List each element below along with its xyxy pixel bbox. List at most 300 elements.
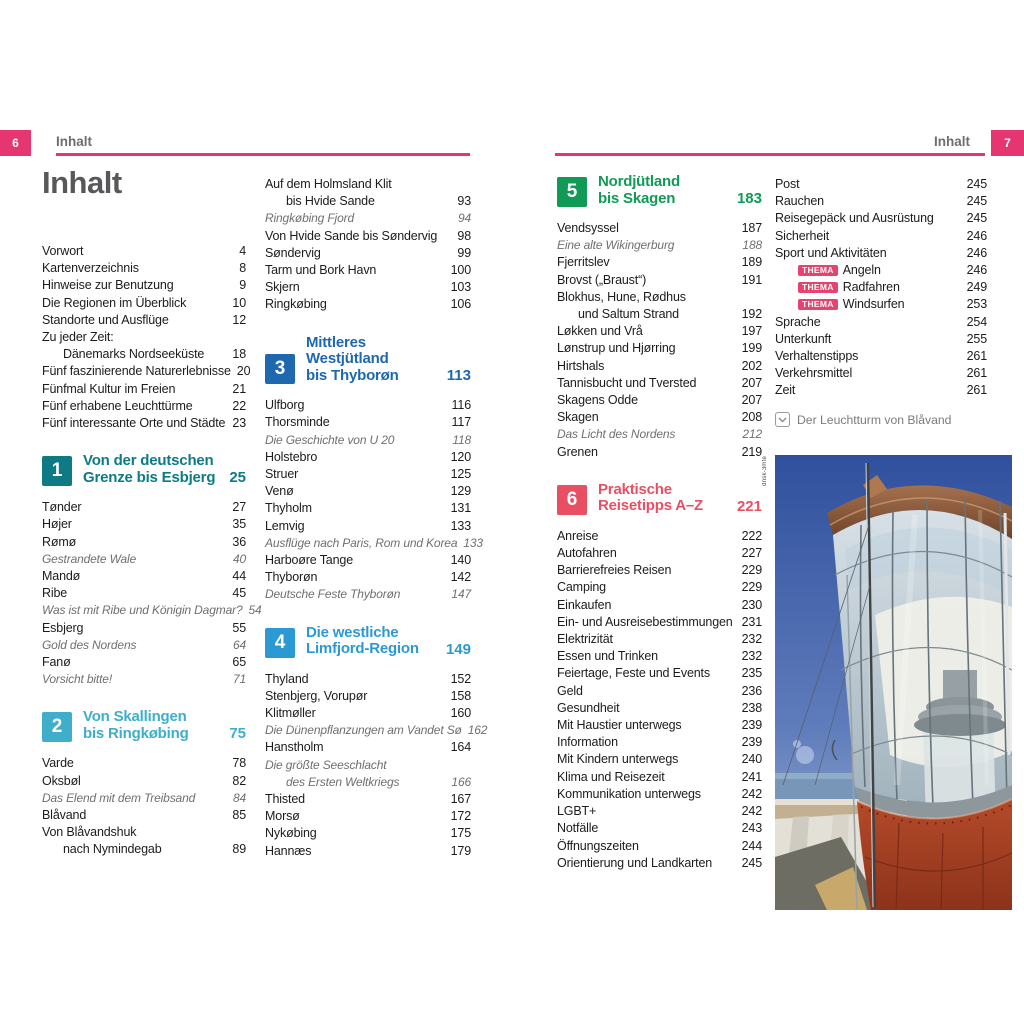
toc-row bbox=[557, 272, 762, 289]
toc-entry-label: Vorsicht bitte! bbox=[42, 672, 113, 687]
toc-entry-label: Vorwort bbox=[42, 244, 84, 258]
toc-page-number: 207 bbox=[741, 393, 762, 408]
toc-row bbox=[42, 568, 246, 585]
toc-row bbox=[775, 176, 987, 193]
toc-entry-label: THEMA Windsurfen bbox=[775, 296, 904, 313]
chapter-title: Von Skallingen bis Ringkøbing bbox=[83, 708, 189, 742]
toc-entry-label: Brovst („Braust“) bbox=[557, 272, 647, 287]
toc-page-number: 93 bbox=[457, 194, 471, 209]
toc-entry-label: Thyholm bbox=[265, 501, 312, 516]
toc-page-number: 125 bbox=[450, 466, 471, 481]
toc-row bbox=[557, 648, 762, 665]
toc-page-number: 191 bbox=[741, 272, 762, 287]
toc-entry-label: Vendsyssel bbox=[557, 221, 619, 235]
toc-row bbox=[557, 751, 762, 768]
toc-row bbox=[775, 296, 987, 313]
toc-page-number: 245 bbox=[741, 855, 762, 870]
toc-row bbox=[775, 331, 987, 348]
toc-entry-label: Løkken und Vrå bbox=[557, 324, 643, 339]
toc-page-number: 202 bbox=[741, 358, 762, 373]
toc-row bbox=[42, 654, 246, 671]
toc-page-number: 167 bbox=[450, 791, 471, 806]
toc-entry-label: Rauchen bbox=[775, 194, 824, 209]
toc-entry-label: Esbjerg bbox=[42, 620, 84, 635]
toc-row bbox=[557, 717, 762, 734]
toc-page-number: 232 bbox=[741, 649, 762, 664]
toc-row bbox=[265, 705, 471, 722]
toc-entry-label: Grenen bbox=[557, 444, 598, 459]
toc-entry-label: Skagen bbox=[557, 410, 599, 425]
toc-row bbox=[42, 516, 246, 533]
toc-row bbox=[557, 700, 762, 717]
toc-row bbox=[265, 774, 471, 791]
toc-page-number: 45 bbox=[232, 586, 246, 601]
toc-page-number: 84 bbox=[232, 790, 246, 805]
toc-page-number: 242 bbox=[741, 804, 762, 819]
toc-page-number: 98 bbox=[457, 228, 471, 243]
toc-entry-label: Standorte und Ausflüge bbox=[42, 312, 169, 327]
chapter-heading-3 bbox=[265, 335, 471, 385]
toc-entry-label: Öffnungszeiten bbox=[557, 838, 639, 853]
toc-row bbox=[557, 579, 762, 596]
toc-entry-label: nach Nymindegab bbox=[63, 842, 162, 857]
toc-page-number: 140 bbox=[450, 552, 471, 567]
toc-entry-label: und Saltum Strand bbox=[578, 307, 679, 322]
running-header-left: Inhalt bbox=[56, 134, 92, 149]
toc-entry-label: Gestrandete Wale bbox=[42, 551, 137, 566]
toc-page-number: 71 bbox=[232, 672, 246, 687]
toc-entry-label: Ulfborg bbox=[265, 398, 305, 413]
thema-badge: THEMA bbox=[798, 282, 838, 293]
toc-row bbox=[775, 210, 987, 227]
toc-row bbox=[557, 683, 762, 700]
toc-page-number: 246 bbox=[966, 228, 987, 243]
toc-page-number: 99 bbox=[457, 245, 471, 260]
toc-row bbox=[42, 381, 246, 398]
toc-page-number: 106 bbox=[450, 297, 471, 312]
toc-page-number: 133 bbox=[450, 518, 471, 533]
toc-entry-label: Morsø bbox=[265, 809, 300, 824]
toc-row bbox=[265, 432, 471, 449]
toc-page-number: 199 bbox=[741, 341, 762, 356]
toc-page-number: 116 bbox=[451, 398, 471, 413]
toc-row bbox=[42, 773, 246, 790]
toc-page-number: 158 bbox=[450, 688, 471, 703]
toc-entry-label: Lemvig bbox=[265, 518, 305, 533]
toc-entry-label: Venø bbox=[265, 484, 294, 499]
toc-entry-label: Fünf interessante Orte und Städte bbox=[42, 416, 226, 431]
toc-page-number: 222 bbox=[741, 528, 762, 543]
toc-page-number: 253 bbox=[966, 297, 987, 312]
toc-column-right-b bbox=[775, 176, 987, 400]
toc-row bbox=[557, 375, 762, 392]
toc-row bbox=[557, 409, 762, 426]
toc-row bbox=[265, 228, 471, 245]
toc-page-number: 82 bbox=[232, 773, 246, 788]
toc-entry-label: Tarm und Bork Havn bbox=[265, 263, 377, 278]
chevron-down-icon bbox=[775, 412, 790, 427]
toc-row bbox=[265, 397, 471, 414]
chapter-title: Die westliche Limfjord-Region bbox=[306, 623, 419, 658]
toc-entry-label: Information bbox=[557, 735, 618, 750]
toc-row bbox=[775, 262, 987, 279]
toc-row bbox=[557, 528, 762, 545]
toc-entry-label: Kartenverzeichnis bbox=[42, 261, 139, 276]
toc-entry-label: Unterkunft bbox=[775, 331, 832, 346]
toc-entry-label: Varde bbox=[42, 756, 74, 771]
toc-entry-label: Gold des Nordens bbox=[42, 637, 137, 652]
toc-row bbox=[557, 545, 762, 562]
toc-entry-label: Reisegepäck und Ausrüstung bbox=[775, 211, 934, 226]
toc-entries-block bbox=[557, 220, 762, 461]
toc-row bbox=[42, 637, 246, 654]
toc-row bbox=[557, 803, 762, 820]
toc-entry-label: Hirtshals bbox=[557, 358, 605, 373]
toc-row bbox=[775, 382, 987, 399]
toc-page-number: 54 bbox=[248, 603, 262, 618]
toc-row bbox=[265, 500, 471, 517]
toc-entry-label: Oksbøl bbox=[42, 773, 81, 788]
toc-row bbox=[557, 838, 762, 855]
toc-page-number: 142 bbox=[450, 570, 471, 585]
toc-row bbox=[557, 254, 762, 271]
chapter-number-badge: 2 bbox=[42, 712, 72, 742]
toc-entry-label: Einkaufen bbox=[557, 597, 612, 612]
toc-column-left-b bbox=[265, 176, 488, 860]
toc-row bbox=[42, 755, 246, 772]
chapter-page-number: 149 bbox=[445, 640, 471, 658]
toc-entry-label: Holstebro bbox=[265, 449, 318, 464]
toc-row bbox=[557, 562, 762, 579]
toc-page-number: 64 bbox=[232, 637, 246, 652]
toc-row bbox=[775, 279, 987, 296]
toc-entry-label: Das Elend mit dem Treibsand bbox=[42, 790, 196, 805]
toc-entry-label: Blokhus, Hune, Rødhus bbox=[557, 289, 686, 304]
chapter-heading-2 bbox=[42, 709, 246, 742]
toc-row bbox=[42, 807, 246, 824]
toc-page-number: 160 bbox=[450, 705, 471, 720]
toc-entry-label: Geld bbox=[557, 683, 583, 698]
toc-row bbox=[557, 358, 762, 375]
toc-page-number: 240 bbox=[741, 752, 762, 767]
toc-entry-label: Die Dünenpflanzungen am Vandet Sø bbox=[265, 723, 462, 738]
toc-row bbox=[265, 825, 471, 842]
toc-row bbox=[265, 569, 471, 586]
toc-page-number: 4 bbox=[239, 244, 246, 258]
toc-page-number: 78 bbox=[232, 756, 246, 771]
chapter-heading-1 bbox=[42, 453, 246, 486]
header-rule-right bbox=[555, 153, 985, 156]
toc-entry-label: Rømø bbox=[42, 534, 77, 549]
toc-entry-label: Ribe bbox=[42, 586, 68, 601]
toc-entry-label: Die größte Seeschlacht bbox=[265, 757, 387, 772]
toc-page-number: 208 bbox=[741, 410, 762, 425]
toc-page-number: 231 bbox=[741, 614, 762, 629]
toc-row bbox=[265, 552, 471, 569]
toc-page-number: 245 bbox=[966, 177, 987, 191]
toc-page-number: 20 bbox=[236, 364, 251, 379]
toc-row bbox=[775, 348, 987, 365]
toc-entry-label: Das Licht des Nordens bbox=[557, 427, 676, 442]
toc-row bbox=[265, 262, 471, 279]
toc-row bbox=[265, 193, 471, 210]
chapter-number-badge: 1 bbox=[42, 456, 72, 486]
toc-entry-label: Ein- und Ausreisebestimmungen bbox=[557, 614, 733, 629]
toc-row bbox=[265, 210, 471, 227]
toc-row bbox=[557, 614, 762, 631]
toc-entry-label: THEMA Angeln bbox=[775, 262, 881, 279]
toc-entry-label: Deutsche Feste Thyborøn bbox=[265, 587, 401, 602]
toc-row bbox=[42, 346, 246, 363]
toc-entries-block bbox=[42, 499, 262, 688]
toc-row bbox=[557, 444, 762, 461]
toc-entry-label: Stenbjerg, Vorupør bbox=[265, 688, 368, 703]
toc-page-number: 245 bbox=[966, 211, 987, 226]
toc-page-number: 12 bbox=[232, 312, 246, 327]
toc-entry-label: Ringkøbing Fjord bbox=[265, 211, 354, 226]
toc-page-number: 117 bbox=[451, 415, 471, 430]
page-number-box-right: 7 bbox=[991, 130, 1024, 156]
toc-entry-label: Barrierefreies Reisen bbox=[557, 563, 672, 578]
toc-row bbox=[42, 602, 262, 619]
page-title: Inhalt bbox=[42, 165, 122, 200]
toc-page-number: 239 bbox=[741, 735, 762, 750]
toc-page-number: 227 bbox=[741, 546, 762, 561]
toc-entry-label: Sprache bbox=[775, 314, 821, 329]
toc-entry-label: Notfälle bbox=[557, 821, 599, 836]
toc-entry-label: Fünf erhabene Leuchttürme bbox=[42, 398, 193, 413]
toc-entry-label: LGBT+ bbox=[557, 804, 597, 819]
toc-entry-label: Ausflüge nach Paris, Rom und Korea bbox=[265, 535, 458, 550]
chapter-title: Von der deutschen Grenze bis Esbjerg bbox=[83, 452, 216, 486]
toc-entry-label: Sicherheit bbox=[775, 228, 830, 243]
toc-entry-label: Die Regionen im Überblick bbox=[42, 295, 187, 310]
toc-entry-label: Thisted bbox=[265, 791, 305, 806]
toc-row bbox=[42, 551, 246, 568]
toc-page-number: 65 bbox=[232, 655, 246, 670]
toc-row bbox=[557, 426, 762, 443]
toc-page-number: 27 bbox=[232, 500, 246, 515]
toc-page-number: 85 bbox=[232, 808, 246, 823]
toc-entry-label: Mandø bbox=[42, 569, 81, 584]
toc-row bbox=[265, 414, 471, 431]
toc-page-number: 120 bbox=[450, 449, 471, 464]
chapter-number-badge: 3 bbox=[265, 354, 295, 384]
chapter-number-badge: 4 bbox=[265, 628, 295, 658]
toc-page-number: 10 bbox=[232, 295, 246, 310]
toc-row bbox=[42, 841, 246, 858]
toc-entry-label: Skjern bbox=[265, 280, 300, 295]
toc-row bbox=[265, 535, 483, 552]
toc-entries-block bbox=[557, 528, 762, 872]
toc-entry-label: Autofahren bbox=[557, 546, 617, 561]
toc-entry-label: Blåvand bbox=[42, 808, 87, 823]
toc-row bbox=[557, 786, 762, 803]
toc-row bbox=[557, 855, 762, 872]
toc-page-number: 244 bbox=[741, 838, 762, 853]
toc-entry-label: Klitmøller bbox=[265, 705, 316, 720]
toc-page-number: 35 bbox=[232, 517, 246, 532]
thema-badge: THEMA bbox=[798, 299, 838, 310]
toc-row bbox=[265, 483, 471, 500]
toc-page-number: 246 bbox=[966, 245, 987, 260]
toc-page-number: 8 bbox=[239, 261, 246, 276]
toc-entry-label: Fanø bbox=[42, 655, 71, 670]
toc-page-number: 18 bbox=[232, 347, 246, 362]
toc-row bbox=[557, 734, 762, 751]
chapter-title: Praktische Reisetipps A–Z bbox=[598, 480, 704, 515]
toc-entry-label: Thorsminde bbox=[265, 415, 330, 430]
toc-entry-label: Zu jeder Zeit: bbox=[42, 330, 114, 345]
toc-entry-label: Fünfmal Kultur im Freien bbox=[42, 381, 176, 396]
toc-row bbox=[42, 620, 246, 637]
toc-entry-label: Hinweise zur Benutzung bbox=[42, 278, 174, 293]
toc-entry-label: Lønstrup und Hjørring bbox=[557, 341, 676, 356]
toc-entries-block bbox=[42, 755, 246, 858]
toc-entry-label: Skagens Odde bbox=[557, 393, 638, 408]
toc-page-number: 261 bbox=[966, 366, 987, 381]
toc-entries-block bbox=[42, 243, 251, 432]
toc-entry-label: Dänemarks Nordseeküste bbox=[63, 347, 205, 362]
toc-row bbox=[557, 631, 762, 648]
toc-page-number: 261 bbox=[966, 383, 987, 398]
toc-row bbox=[265, 449, 471, 466]
toc-row bbox=[42, 329, 246, 346]
toc-column-left-a bbox=[42, 165, 262, 859]
toc-row bbox=[42, 243, 246, 260]
toc-page-number: 129 bbox=[450, 484, 471, 499]
toc-row bbox=[42, 534, 246, 551]
toc-page-number: 44 bbox=[232, 569, 246, 584]
toc-entry-label: Tannisbucht und Tversted bbox=[557, 375, 697, 390]
toc-page-number: 188 bbox=[742, 238, 762, 253]
toc-entry-label: Mit Kindern unterwegs bbox=[557, 752, 679, 767]
toc-row bbox=[42, 671, 246, 688]
toc-entry-label: Auf dem Holmsland Klit bbox=[265, 177, 392, 191]
toc-page-number: 152 bbox=[450, 671, 471, 686]
toc-page-number: 36 bbox=[232, 534, 246, 549]
toc-page-number: 21 bbox=[232, 381, 246, 396]
toc-entry-label: Kommunikation unterwegs bbox=[557, 786, 701, 801]
toc-page-number: 131 bbox=[450, 501, 471, 516]
toc-page-number: 118 bbox=[452, 432, 471, 447]
chapter-title: Mittleres Westjütland bis Thyborøn bbox=[306, 333, 399, 384]
chapter-number-badge: 5 bbox=[557, 177, 587, 207]
toc-entry-label: Essen und Trinken bbox=[557, 649, 658, 664]
toc-entry-label: Orientierung und Landkarten bbox=[557, 855, 713, 870]
toc-row bbox=[42, 295, 246, 312]
toc-entry-label: Zeit bbox=[775, 383, 796, 398]
toc-row bbox=[265, 296, 471, 313]
toc-page-number: 242 bbox=[741, 786, 762, 801]
chapter-page-number: 183 bbox=[736, 190, 762, 207]
toc-entry-label: Fünf faszinierende Naturerlebnisse bbox=[42, 364, 231, 379]
toc-row bbox=[265, 245, 471, 262]
toc-entry-label: bis Hvide Sande bbox=[286, 194, 375, 209]
toc-entry-label: Gesundheit bbox=[557, 700, 620, 715]
toc-page-number: 261 bbox=[966, 349, 987, 364]
page-number-box-left: 6 bbox=[0, 130, 31, 156]
header-rule-left bbox=[56, 153, 470, 156]
chapter-heading-6 bbox=[557, 482, 762, 515]
chapter-page-number: 75 bbox=[229, 725, 246, 743]
toc-entry-label: Was ist mit Ribe und Königin Dagmar? bbox=[42, 603, 243, 618]
thema-badge: THEMA bbox=[798, 265, 838, 276]
toc-entry-label: Die Geschichte von U 20 bbox=[265, 432, 395, 447]
toc-row bbox=[265, 586, 471, 603]
toc-page-number: 172 bbox=[450, 809, 471, 824]
toc-page-number: 245 bbox=[966, 194, 987, 209]
chapter-heading-4 bbox=[265, 625, 471, 658]
chapter-heading-5 bbox=[557, 174, 762, 207]
toc-row bbox=[557, 289, 762, 306]
lighthouse-photo bbox=[775, 455, 1012, 910]
toc-row bbox=[42, 260, 246, 277]
toc-page-number: 147 bbox=[451, 587, 471, 602]
toc-row bbox=[42, 499, 246, 516]
toc-entry-label: Elektrizität bbox=[557, 632, 613, 647]
toc-entry-label: Sport und Aktivitäten bbox=[775, 245, 887, 260]
toc-page-number: 189 bbox=[741, 255, 762, 270]
toc-entry-label: Feiertage, Feste und Events bbox=[557, 666, 710, 681]
toc-row bbox=[557, 769, 762, 786]
toc-page-number: 238 bbox=[741, 700, 762, 715]
toc-row bbox=[42, 312, 246, 329]
photo-caption-text: Der Leuchtturm von Blåvand bbox=[797, 412, 952, 427]
toc-entry-label: des Ersten Weltkriegs bbox=[286, 774, 400, 789]
toc-row bbox=[265, 791, 471, 808]
toc-row bbox=[265, 466, 471, 483]
toc-row bbox=[557, 340, 762, 357]
toc-page-number: 175 bbox=[450, 826, 471, 841]
chapter-page-number: 25 bbox=[229, 469, 246, 487]
toc-page-number: 212 bbox=[742, 427, 762, 442]
toc-page-number: 187 bbox=[741, 221, 762, 235]
toc-row bbox=[265, 808, 471, 825]
toc-page-number: 230 bbox=[741, 597, 762, 612]
toc-entries-block bbox=[775, 176, 987, 400]
toc-entry-label: Mit Haustier unterwegs bbox=[557, 718, 682, 733]
toc-page-number: 232 bbox=[741, 632, 762, 647]
toc-entry-label: Fjerritslev bbox=[557, 255, 610, 270]
toc-row bbox=[775, 365, 987, 382]
toc-row bbox=[265, 518, 471, 535]
toc-row bbox=[42, 824, 246, 841]
toc-row bbox=[265, 279, 471, 296]
toc-page-number: 254 bbox=[966, 314, 987, 329]
toc-row bbox=[265, 688, 471, 705]
toc-row bbox=[557, 220, 762, 237]
chapter-title: Nordjütland bis Skagen bbox=[598, 173, 680, 207]
toc-page-number: 100 bbox=[450, 263, 471, 278]
chapter-number-badge: 6 bbox=[557, 485, 587, 515]
toc-page-number: 246 bbox=[966, 263, 987, 278]
toc-page-number: 229 bbox=[741, 580, 762, 595]
toc-page-number: 197 bbox=[741, 324, 762, 339]
toc-entry-label: Søndervig bbox=[265, 245, 321, 260]
toc-page-number: 40 bbox=[232, 551, 246, 566]
chapter-page-number: 113 bbox=[446, 367, 471, 385]
toc-row bbox=[265, 843, 471, 860]
toc-row bbox=[775, 193, 987, 210]
toc-page-number: 133 bbox=[463, 535, 483, 550]
toc-page-number: 249 bbox=[966, 280, 987, 295]
toc-row bbox=[557, 392, 762, 409]
toc-page-number: 255 bbox=[966, 331, 987, 346]
toc-entry-label: Thyland bbox=[265, 671, 309, 686]
toc-page-number: 241 bbox=[741, 769, 762, 784]
toc-page-number: 207 bbox=[741, 375, 762, 390]
